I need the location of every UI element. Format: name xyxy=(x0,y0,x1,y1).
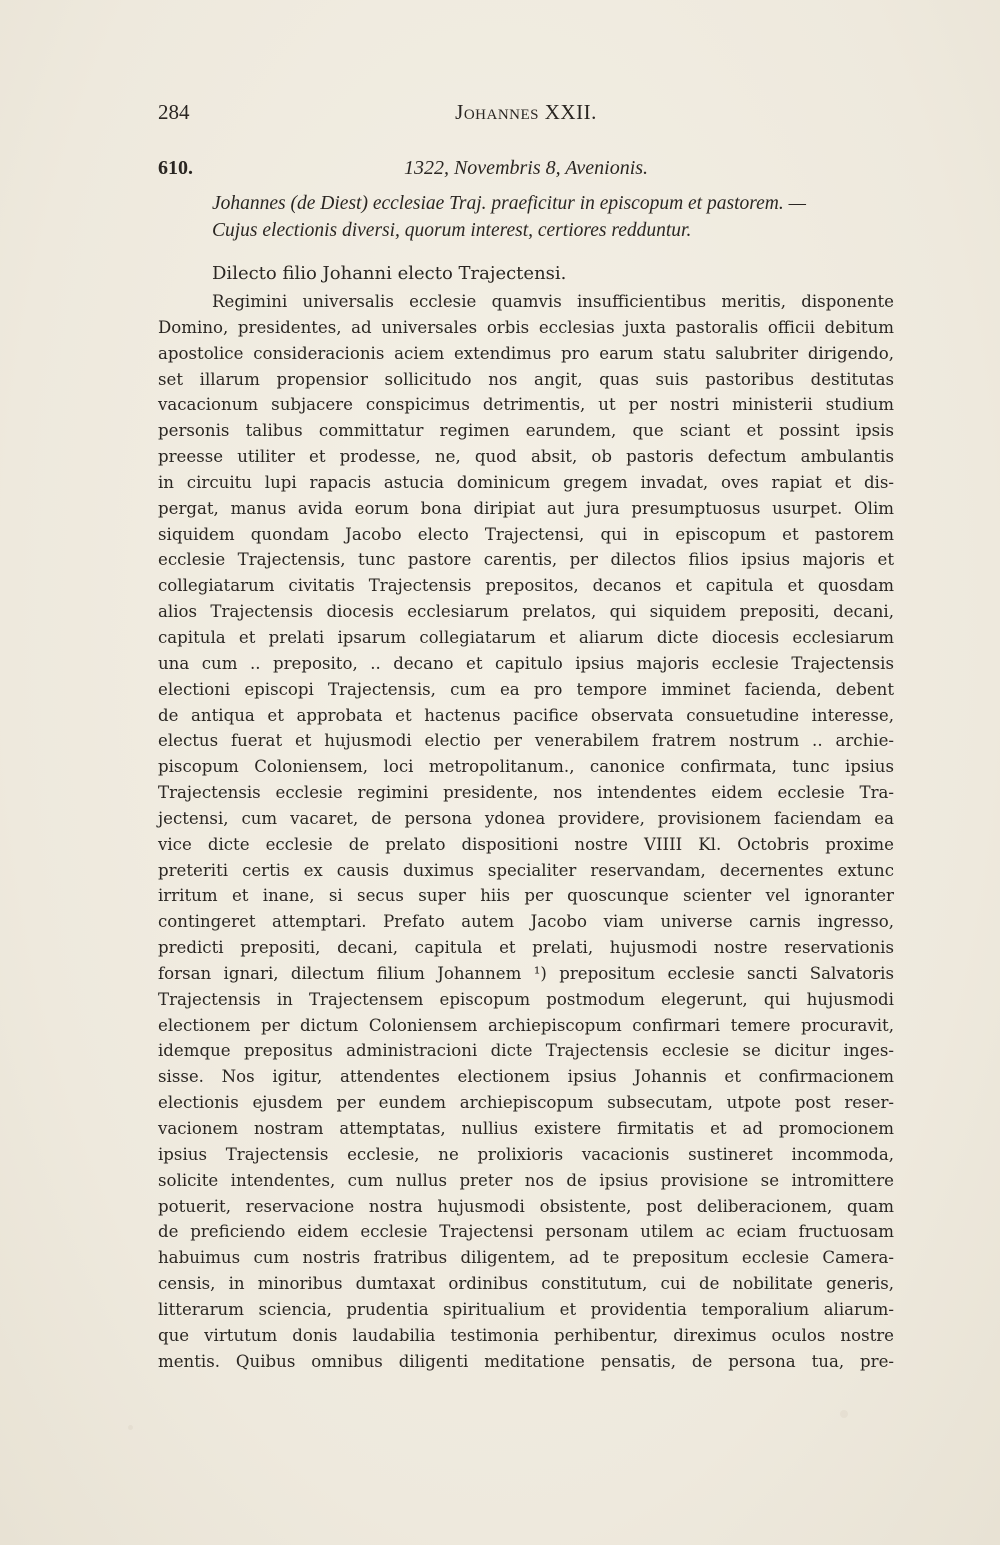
letter-body xyxy=(158,289,894,1374)
body-line: electionis ejusdem per eundem archiepiscopum subsecutam, utpote post reser- xyxy=(158,1093,894,1113)
page-number: 284 xyxy=(158,100,190,124)
body-line: set illarum propensior sollicitudo nos angit, quas suis pastoribus destitutas xyxy=(158,369,894,389)
body-line: potuerit, reservacione nostra hujusmodi obsistente, post deliberacionem, quam xyxy=(158,1196,894,1216)
body-line: de antiqua et approbata et hactenus pacifice observata consuetudine interesse, xyxy=(158,705,894,725)
body-line: jectensi, cum vacaret, de persona ydonea providere, provisionem faciendam ea xyxy=(158,808,894,828)
regest-line: Johannes (de Diest) ecclesiae Traj. praeficitur in episcopum et pastorem. — xyxy=(212,193,806,214)
document-number: 610. xyxy=(158,157,193,179)
paper-stain xyxy=(128,1425,133,1430)
body-line: irritum et inane, si secus super hiis per quoscunque scienter vel ignoranter xyxy=(158,886,894,906)
body-line: electus fuerat et hujusmodi electio per venerabilem fratrem nostrum .. archie- xyxy=(158,731,894,751)
body-line: contingeret attemptari. Prefato autem Jacobo viam universe carnis ingresso, xyxy=(158,912,894,932)
regest xyxy=(212,190,902,244)
body-line: mentis. Quibus omnibus diligenti meditatione pensatis, de persona tua, pre- xyxy=(158,1351,894,1371)
body-line: personis talibus committatur regimen earundem, que sciant et possint ipsis xyxy=(158,421,894,441)
body-line: predicti prepositi, decani, capitula et prelati, hujusmodi nostre reservationis xyxy=(158,938,894,958)
body-line: que virtutum donis laudabilia testimonia perhibentur, direximus oculos nostre xyxy=(158,1325,894,1345)
body-line: forsan ignari, dilectum filium Johannem ¹) prepositum ecclesie sancti Salvatoris xyxy=(158,963,894,983)
body-line: una cum .. preposito, .. decano et capitulo ipsius majoris ecclesie Trajectensis xyxy=(158,653,894,673)
body-line: de preficiendo eidem ecclesie Trajectensi personam utilem ac eciam fructuosam xyxy=(158,1222,894,1242)
body-line: ecclesie Trajectensis, tunc pastore carentis, per dilectos filios ipsius majoris et xyxy=(158,550,894,570)
body-line: litterarum sciencia, prudentia spiritualium et providentia temporalium aliarum- xyxy=(158,1299,894,1319)
running-title: Johannes XXII. xyxy=(455,100,597,124)
body-line: Trajectensis in Trajectensem episcopum postmodum elegerunt, qui hujusmodi xyxy=(158,989,894,1009)
body-line: habuimus cum nostris fratribus diligentem, ad te prepositum ecclesie Camera- xyxy=(158,1248,894,1268)
body-line: in circuitu lupi rapacis astucia dominicum gregem invadat, oves rapiat et dis- xyxy=(158,472,894,492)
body-line: censis, in minoribus dumtaxat ordinibus constitutum, cui de nobilitate generis, xyxy=(158,1274,894,1294)
body-line: piscopum Coloniensem, loci metropolitanum., canonice confirmata, tunc ipsius xyxy=(158,757,894,777)
regest-line: Cujus electionis diversi, quorum interest, certiores redduntur. xyxy=(212,220,692,241)
body-line: vice dicte ecclesie de prelato dispositioni nostre VIIII Kl. Octobris proxime xyxy=(158,834,894,854)
body-line: collegiatarum civitatis Trajectensis prepositos, decanos et capitula et quosdam xyxy=(158,576,894,596)
body-line: apostolice consideracionis aciem extendimus pro earum statu salubriter dirigendo, xyxy=(158,343,894,363)
body-line: electionem per dictum Coloniensem archiepiscopum confirmari temere procuravit, xyxy=(158,1015,894,1035)
body-line: alios Trajectensis diocesis ecclesiarum prelatos, qui siquidem prepositi, decani, xyxy=(158,602,894,622)
body-line: sisse. Nos igitur, attendentes electionem ipsius Johannis et confirmacionem xyxy=(158,1067,894,1087)
body-line: pergat, manus avida eorum bona diripiat aut jura presumptuosus usurpet. Olim xyxy=(158,498,894,518)
body-line: Regimini universalis ecclesie quamvis insufficientibus meritis, disponente xyxy=(212,292,894,311)
body-line: preesse utiliter et prodesse, ne, quod absit, ob pastoris defectum ambulantis xyxy=(158,447,894,467)
salutation: Dilecto filio Johanni electo Trajectensi. xyxy=(212,263,567,284)
body-line: capitula et prelati ipsarum collegiatarum et aliarum dicte diocesis ecclesiarum xyxy=(158,627,894,647)
body-line: idemque prepositus administracioni dicte Trajectensis ecclesie se dicitur inges- xyxy=(158,1041,894,1061)
body-line: vacionem nostram attemptatas, nullius existere firmitatis et ad promocionem xyxy=(158,1119,894,1138)
document-date-line: 1322, Novembris 8, Avenionis. xyxy=(403,157,649,179)
body-line: vacacionum subjacere conspicimus detrimentis, ut per nostri ministerii studium xyxy=(158,395,894,415)
body-line: siquidem quondam Jacobo electo Trajectensi, qui in episcopum et pastorem xyxy=(158,524,894,544)
paper-stain xyxy=(840,1410,848,1418)
body-line: preteriti certis ex causis duximus specialiter reservandam, decernentes extunc xyxy=(158,860,894,880)
running-head xyxy=(158,100,894,130)
body-line: ipsius Trajectensis ecclesie, ne prolixioris vacacionis sustineret incommoda, xyxy=(158,1144,894,1164)
body-line: solicite intendentes, cum nullus preter nos de ipsius provisione se intromittere xyxy=(158,1170,894,1190)
body-line: Domino, presidentes, ad universales orbis ecclesias juxta pastoralis officii debitum xyxy=(158,317,894,337)
body-line: electioni episcopi Trajectensis, cum ea pro tempore imminet facienda, debent xyxy=(158,679,894,699)
body-line: Trajectensis ecclesie regimini presidente, nos intendentes eidem ecclesie Tra- xyxy=(158,783,894,803)
